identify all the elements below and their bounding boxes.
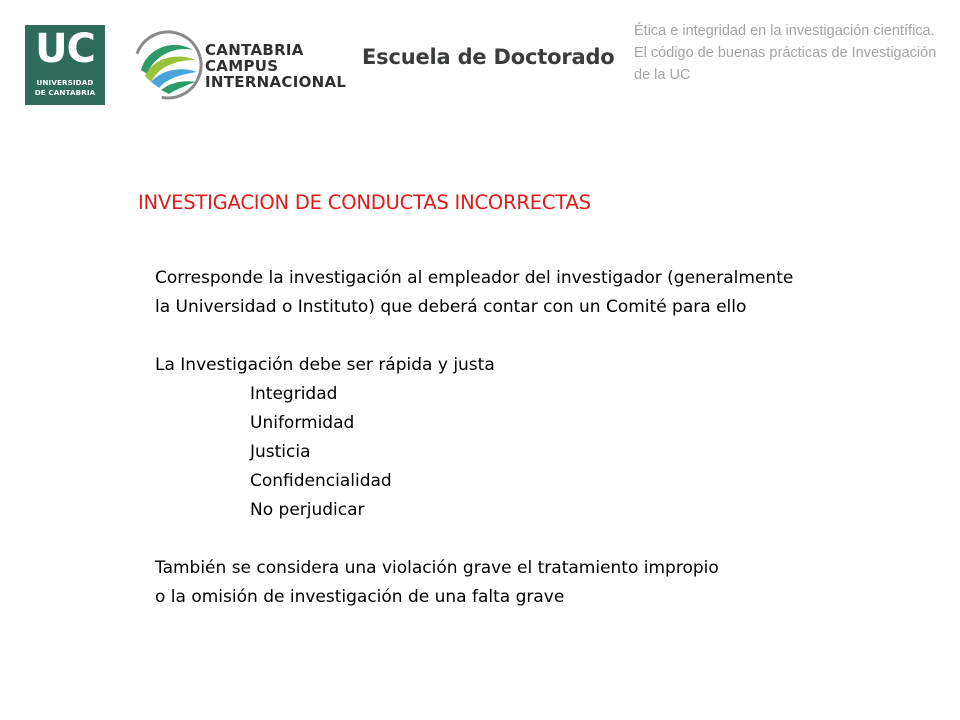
principle-item: No perjudicar <box>250 500 365 520</box>
principle-item: Justicia <box>250 442 311 462</box>
paragraph-1-line-1: Corresponde la investigación al empleador del investigador (generalmente <box>155 268 794 288</box>
paragraph-2-lead: La Investigación debe ser rápida y justa <box>155 355 495 375</box>
header-caption: Ética e integridad en la investigación científica. El código de buenas prácticas de Investigación de la UC <box>634 23 937 83</box>
uc-logo-line2: DE CANTABRIA <box>34 88 96 97</box>
uc-logo-mark: UC <box>35 26 95 72</box>
campus-logo-text <box>205 42 346 90</box>
principle-item: Uniformidad <box>250 413 355 433</box>
paragraph-gap <box>155 322 945 351</box>
uc-logo <box>25 25 105 105</box>
uc-logo-line1: UNIVERSIDAD <box>36 78 94 87</box>
principle-item: Confidencialidad <box>250 471 392 491</box>
campus-logo-line1: CANTABRIA <box>205 41 304 59</box>
principle-item: Integridad <box>250 384 338 404</box>
campus-logo-line3: INTERNACIONAL <box>205 73 347 91</box>
school-name: Escuela de Doctorado <box>362 45 615 69</box>
slide-body <box>155 264 945 612</box>
paragraph-3-line-2: o la omisión de investigación de una falta grave <box>155 587 565 607</box>
paragraph-1-line-2: la Universidad o Instituto) que deberá contar con un Comité para ello <box>155 297 747 317</box>
campus-emblem-icon <box>133 30 203 100</box>
paragraph-3-line-1: También se considera una violación grave el tratamiento impropio <box>155 558 719 578</box>
slide-title: INVESTIGACION DE CONDUCTAS INCORRECTAS <box>138 191 591 214</box>
paragraph-gap <box>155 525 945 554</box>
campus-logo-line2: CAMPUS <box>205 57 279 75</box>
